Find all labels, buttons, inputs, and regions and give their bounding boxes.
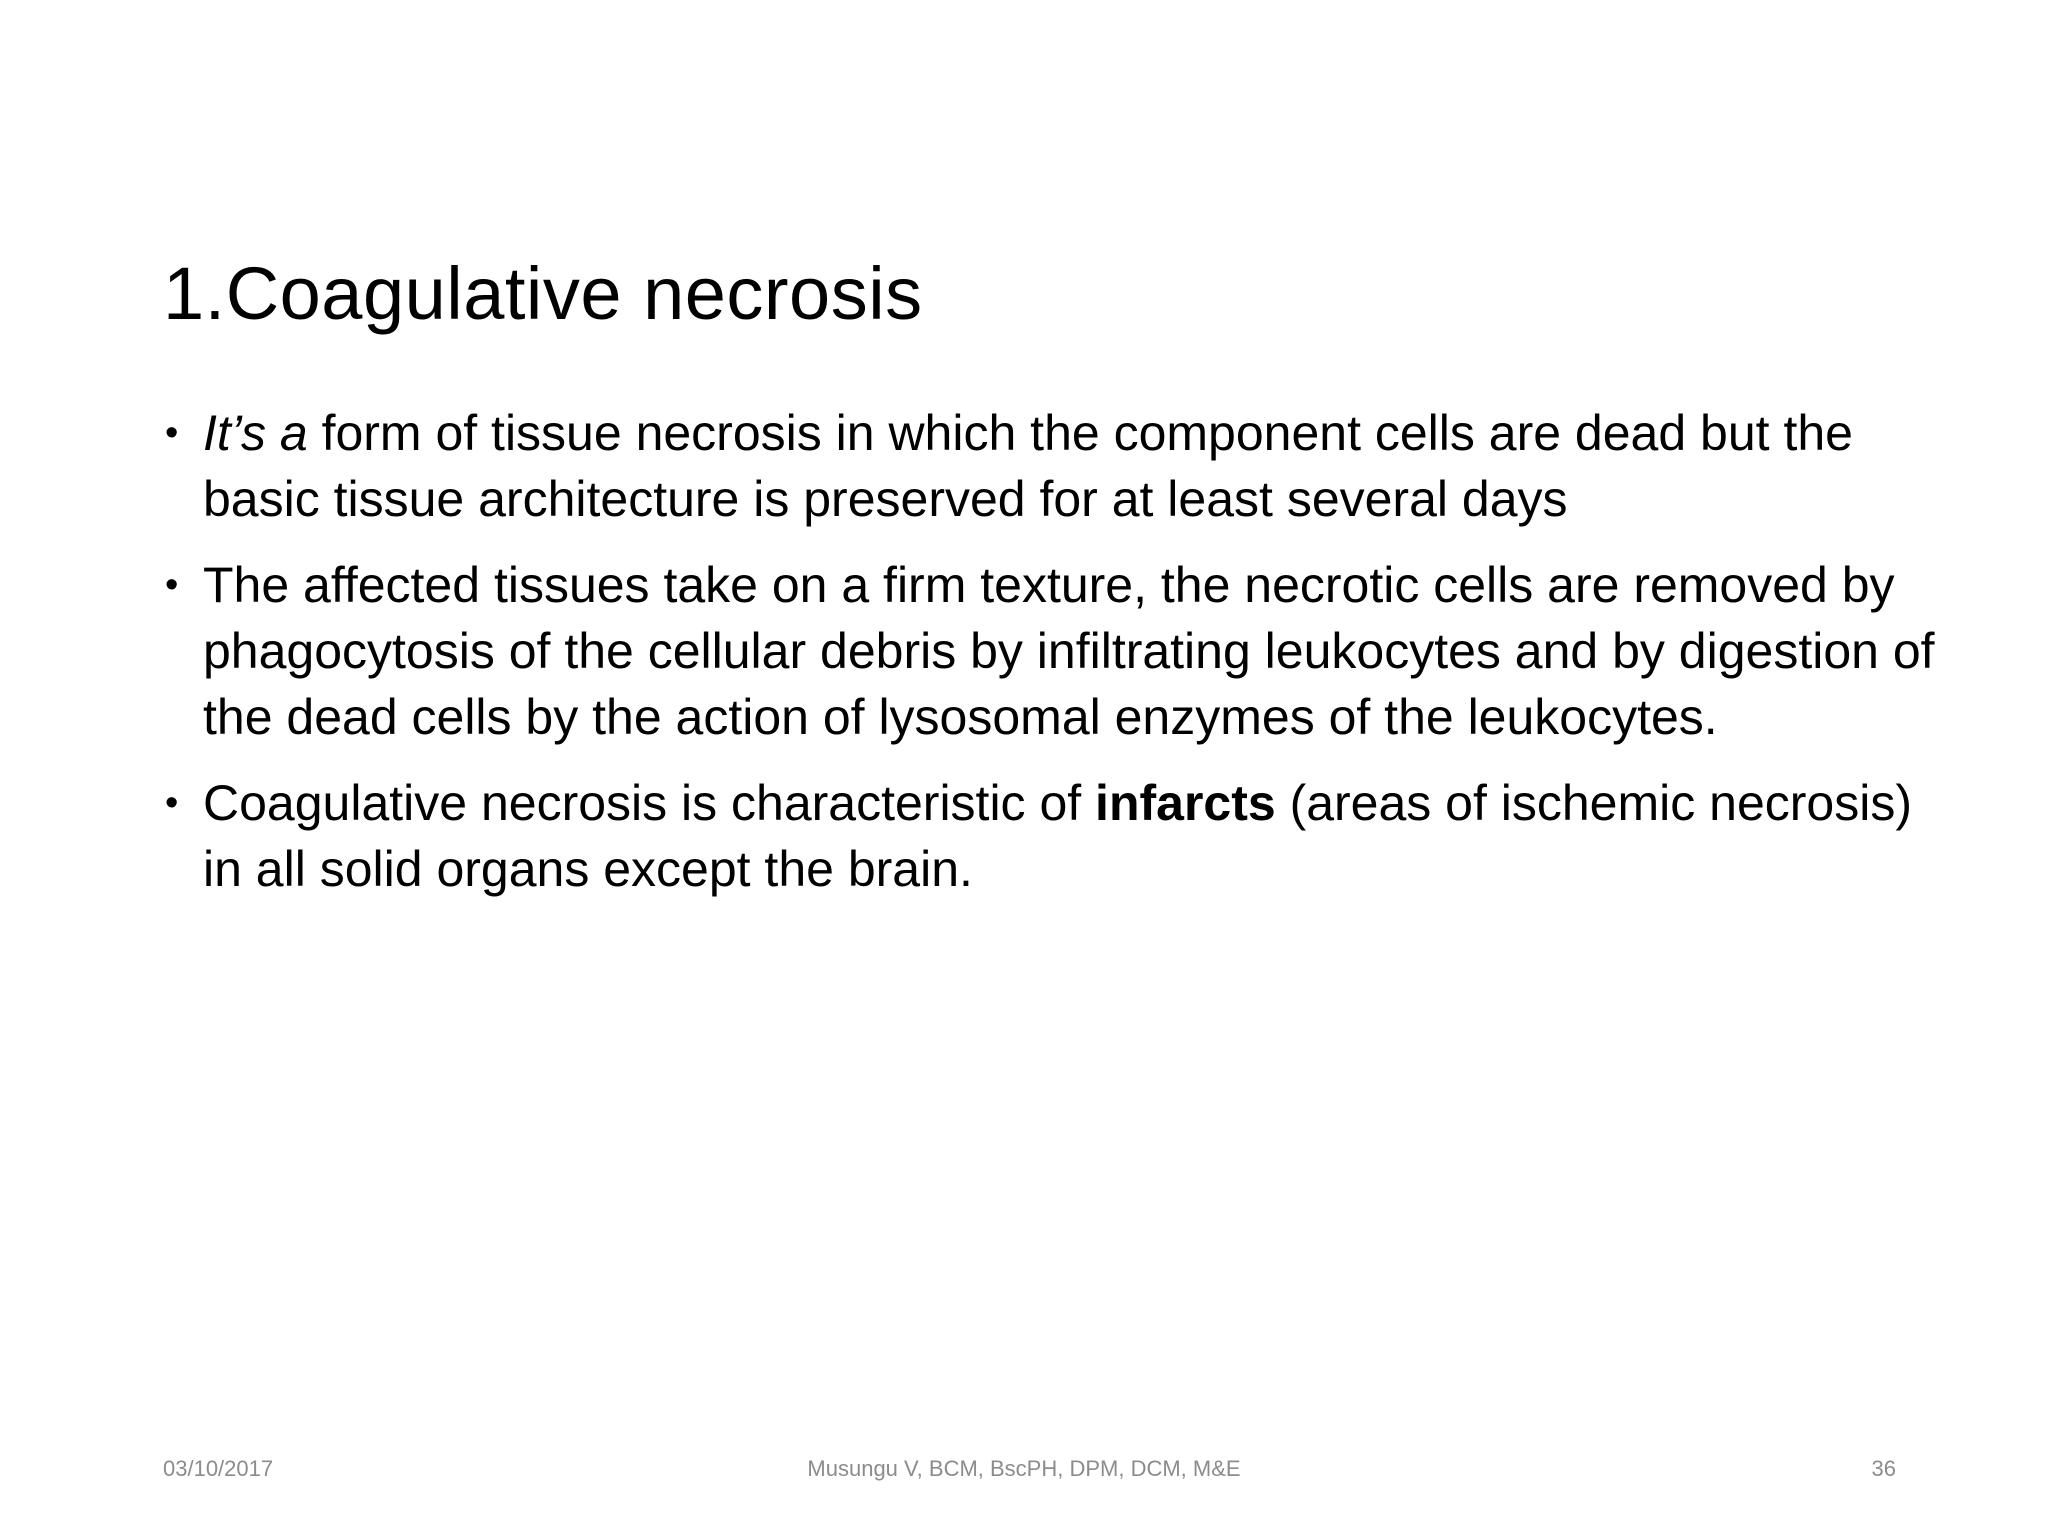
bullet-body: form of tissue necrosis in which the component cells are dead but the basic tissue architecture is preserved for at least several days [203,405,1853,527]
bullet-text: The affected tissues take on a firm texture, the necrotic cells are removed by phagocytosis of the cellular debris by infiltrating leukocytes and by digestion of the dead cells by the action of lysosomal enzymes of the leukocytes. [203,557,1935,745]
bullet-dot: • [165,412,179,454]
bullet-bold-term: infarcts [1095,775,1276,831]
bullet-text-after: (areas of ischemic necrosis) in all solid organs except the brain. [203,775,1912,897]
bullet-text [203,775,1912,897]
bullet-text [203,405,1853,527]
bullet-item-2 [163,552,1943,750]
slide-title: 1.Coagulative necrosis [163,252,923,335]
bullet-italic-lead: It’s a [203,405,308,461]
footer-page-number: 36 [1871,1456,1896,1481]
bullet-list [163,400,1943,922]
bullet-text-before: Coagulative necrosis is characteristic of [203,775,1096,831]
footer-date: 03/10/2017 [163,1456,274,1481]
bullet-item-1 [163,400,1943,532]
bullet-dot: • [165,564,179,606]
bullet-dot: • [165,782,179,824]
footer-author: Musungu V, BCM, BscPH, DPM, DCM, M&E [807,1456,1241,1481]
bullet-item-3 [163,770,1943,902]
